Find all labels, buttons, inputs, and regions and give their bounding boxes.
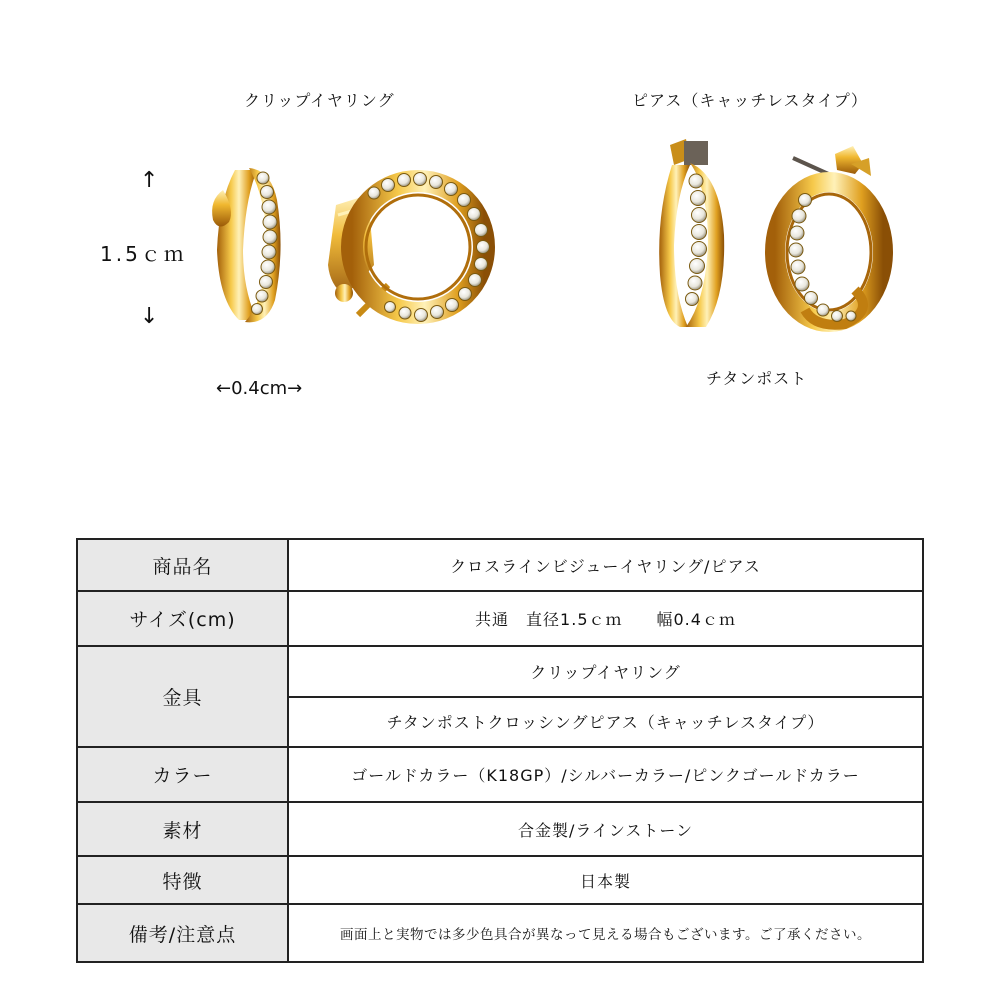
width-dimension-label: ←0.4cm→ xyxy=(216,378,303,399)
spec-value-clip: クリップイヤリング xyxy=(289,647,922,698)
spec-value: 共通 直径1.5ｃｍ 幅0.4ｃｍ xyxy=(475,610,736,629)
arrow-down-icon: ↓ xyxy=(140,304,159,329)
arrow-up-icon: ↑ xyxy=(140,168,159,193)
pierce-caption: ピアス（キャッチレスタイプ） xyxy=(632,91,868,110)
spec-label: 備考/注意点 xyxy=(78,905,289,961)
spec-label: カラー xyxy=(78,748,289,801)
spec-value-pierce: チタンポストクロッシングピアス（キャッチレスタイプ） xyxy=(386,713,825,733)
spec-label: サイズ(cm) xyxy=(78,592,289,645)
spec-value: ゴールドカラー（K18GP）/シルバーカラー/ピンクゴールドカラー xyxy=(351,766,860,785)
pierce-side-image xyxy=(650,135,735,335)
spec-value: 合金製/ラインストーン xyxy=(517,820,694,840)
spec-value: 画面上と実物では多少色具合が異なって見える場合もございます。ご了承ください。 xyxy=(340,927,871,943)
spec-row-color xyxy=(78,748,922,803)
spec-row-notes xyxy=(78,905,922,961)
pierce-front-image xyxy=(765,140,895,335)
spec-value: 日本製 xyxy=(579,871,631,891)
clip-earring-front-image xyxy=(318,165,493,330)
spec-label: 特徴 xyxy=(78,857,289,903)
spec-row-product-name xyxy=(78,540,922,592)
spec-row-feature xyxy=(78,857,922,905)
spec-label: 商品名 xyxy=(78,540,289,590)
spec-value: クロスラインビジューイヤリング/ピアス xyxy=(450,556,761,576)
spec-row-hardware xyxy=(78,647,922,748)
spec-value-stack xyxy=(289,647,922,746)
spec-label: 素材 xyxy=(78,803,289,855)
clip-earring-side-image xyxy=(205,160,300,330)
spec-row-size xyxy=(78,592,922,647)
spec-label: 金具 xyxy=(78,647,289,746)
height-dimension-label: 1.5ｃｍ xyxy=(100,242,187,266)
spec-table xyxy=(76,538,924,963)
spec-row-material xyxy=(78,803,922,857)
titanium-post-caption: チタンポスト xyxy=(706,369,808,388)
clip-earring-caption: クリップイヤリング xyxy=(244,91,395,110)
